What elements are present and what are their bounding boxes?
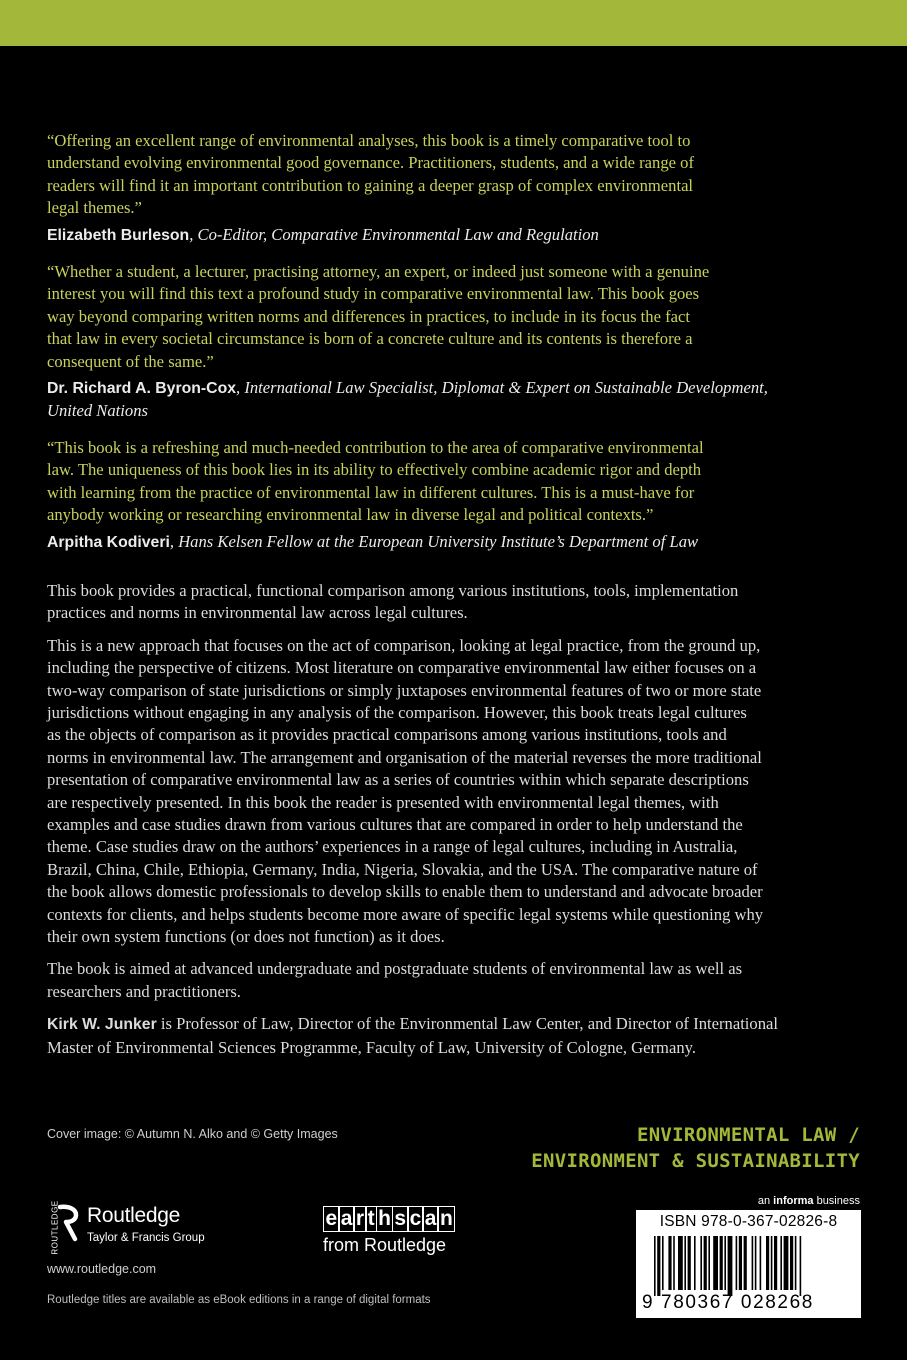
barcode-bar <box>678 1236 683 1290</box>
routledge-name: Routledge <box>87 1204 181 1227</box>
quote-line: consequent of the same.” <box>47 351 214 371</box>
description-line: This is a new approach that focuses on the act of comparison, looking at legal practice, from the ground up, <box>47 635 761 655</box>
barcode-bar <box>657 1236 660 1296</box>
back-cover-text <box>47 130 867 1069</box>
endorsement <box>47 261 867 423</box>
description-line: examples and case studies drawn from various cultures that are compared in order to help understand the <box>47 814 743 834</box>
barcode-bar <box>744 1236 747 1290</box>
publisher-url: www.routledge.com <box>47 1262 157 1276</box>
book-description <box>47 580 867 1003</box>
endorsement <box>47 437 867 554</box>
description-line: presentation of comparative environmental law as a series of countries within which separate descriptions <box>47 770 749 790</box>
barcode-bar <box>795 1236 797 1290</box>
description-line: theme. Case studies draw on the authors’ experiences in a range of legal cultures, including in Australia, <box>47 837 738 857</box>
description-line: are respectively presented. In this book the reader is presented with environmental legal themes, with <box>47 792 719 812</box>
earthscan-letter: s <box>392 1206 409 1232</box>
description-line: including the perspective of citizens. Most literature on comparative environmental law either focuses on a <box>47 658 757 678</box>
barcode-bar <box>654 1236 656 1296</box>
quote-line: “Offering an excellent range of environmental analyses, this book is a timely comparative tool to <box>47 131 691 150</box>
barcode-bar <box>771 1236 773 1290</box>
author-bio: Kirk W. Junker is Professor of Law, Director of the Environmental Law Center, and Director of International Master of Environmental Sciences Programme, Faculty of Law, University of Cologne, Germany. <box>47 1014 778 1057</box>
ebook-note: Routledge titles are available as eBook editions in a range of digital formats <box>47 1294 431 1306</box>
barcode-bar <box>713 1236 718 1290</box>
description-line: Brazil, China, Chile, Ethiopia, Germany, India, Nigeria, Slovakia, and the USA. The comparative nature of <box>47 859 758 879</box>
quote-line: “This book is a refreshing and much-needed contribution to the area of comparative environmental <box>47 437 704 457</box>
top-color-band <box>0 0 907 46</box>
barcode-bar <box>774 1236 777 1290</box>
barcode-bar <box>700 1236 702 1290</box>
barcode-bar <box>704 1236 707 1290</box>
barcode-bar <box>688 1236 691 1290</box>
endorser-affiliation: , International Law Specialist, Diplomat & Expert on Sustainable Development, <box>236 378 768 398</box>
barcode-bar <box>784 1236 789 1290</box>
earthscan-letter: a <box>338 1206 355 1232</box>
barcode-bar <box>755 1236 757 1290</box>
quote-line: way beyond comparing written norms and differences in practices, to include in its focus the fact <box>47 306 690 326</box>
barcode-bar <box>800 1236 802 1296</box>
description-line: contexts for clients, and helps students become more aware of specific legal systems while questioning why <box>47 904 764 924</box>
endorser-attribution <box>47 224 867 247</box>
description-line: practices and norms in environmental law across legal cultures. <box>47 603 468 623</box>
endorser-name: Arpitha Kodiveri <box>47 533 170 551</box>
barcode-bar <box>790 1236 793 1290</box>
barcode-bars-icon <box>654 1236 854 1296</box>
author-name: Kirk W. Junker <box>47 1016 157 1034</box>
earthscan-letter: h <box>376 1206 394 1232</box>
earthscan-letter: r <box>353 1206 366 1232</box>
barcode-bar <box>736 1236 738 1290</box>
barcode-digits: 9 780367 028268 <box>642 1292 814 1313</box>
earthscan-letter: t <box>365 1206 377 1232</box>
endorser-attribution <box>47 377 867 423</box>
description-line: The book is aimed at advanced undergraduate and postgraduate students of environmental law as well as <box>47 959 743 979</box>
quote-line: “Whether a student, a lecturer, practising attorney, an expert, or indeed just someone with a genuine <box>47 262 710 282</box>
endorser-affiliation: United Nations <box>47 401 148 421</box>
quote-line: anybody working or researching environmental law in diverse legal and political contexts.” <box>47 505 654 525</box>
barcode-bar <box>662 1236 664 1290</box>
earthscan-letter: c <box>407 1206 424 1232</box>
description-line: the book allows domestic professionals to develop skills to enable them to understand and advocate broader <box>47 882 763 902</box>
cover-image-credit: Cover image: © Autumn N. Alko and © Getty Images <box>47 1127 338 1141</box>
barcode-bar <box>752 1236 754 1290</box>
description-line: norms in environmental law. The arrangement and organisation of the material reverses the more traditional <box>47 747 762 767</box>
barcode-bar <box>684 1236 686 1290</box>
description-line: their own system functions (or does not function) as it does. <box>47 927 445 946</box>
barcode-bar <box>766 1236 769 1290</box>
earthscan-logo <box>323 1206 483 1262</box>
endorsement-quote <box>47 437 867 527</box>
endorser-affiliation: , Co-Editor, Comparative Environmental Law and Regulation <box>189 224 599 244</box>
description-line: as the objects of comparison as it provides practical comparisons among various institutions, tools and <box>47 725 727 745</box>
quote-line: legal themes.” <box>47 198 142 218</box>
barcode-bar <box>694 1236 696 1290</box>
endorsements <box>47 130 867 554</box>
earthscan-letter: e <box>323 1206 340 1232</box>
subject-line: ENVIRONMENT & SUSTAINABILITY <box>531 1150 860 1172</box>
description-paragraph <box>47 958 867 1003</box>
barcode-bar <box>708 1236 710 1290</box>
description-paragraph <box>47 635 867 949</box>
subject-line: ENVIRONMENTAL LAW / <box>636 1124 860 1146</box>
earthscan-wordmark <box>323 1206 483 1232</box>
barcode-bar <box>724 1236 726 1290</box>
taylor-francis-group: Taylor & Francis Group <box>87 1232 205 1244</box>
description-line: jurisdictions without engaging in any analysis of the comparison. However, this book treats legal cultures <box>47 702 747 722</box>
endorsement <box>47 130 867 247</box>
routledge-vertical-wordmark: ROUTLEDGE <box>50 1200 60 1255</box>
description-paragraph <box>47 580 867 625</box>
barcode-bar <box>760 1236 762 1290</box>
earthscan-from-routledge: from Routledge <box>323 1235 447 1255</box>
endorser-name: Dr. Richard A. Byron-Cox <box>47 380 237 398</box>
endorser-name: Elizabeth Burleson <box>47 226 190 244</box>
description-line: two-way comparison of state jurisdictions or simply juxtaposes environmental features of two or more state <box>47 680 762 700</box>
barcode-bar <box>739 1236 742 1290</box>
barcode-bar <box>780 1236 782 1290</box>
barcode-bar <box>673 1236 675 1290</box>
earthscan-letter: n <box>437 1206 455 1232</box>
quote-line: readers will find it an important contribution to gaining a deeper grasp of complex environmental <box>47 175 694 195</box>
quote-line: law. The uniqueness of this book lies in its ability to effectively combine academic rigor and depth <box>47 460 702 480</box>
routledge-logo <box>45 1200 245 1256</box>
description-line: researchers and practitioners. <box>47 981 241 1001</box>
subject-categories <box>531 1122 860 1174</box>
barcode-bar <box>728 1236 733 1296</box>
endorser-affiliation: , Hans Kelsen Fellow at the European University Institute’s Department of Law <box>169 531 699 551</box>
routledge-r-mark-icon <box>57 1204 81 1242</box>
earthscan-letter: a <box>422 1206 439 1232</box>
endorsement-quote <box>47 261 867 373</box>
barcode-bar <box>668 1236 671 1290</box>
isbn-barcode <box>636 1210 861 1318</box>
quote-line: with learning from the practice of environmental law in different cultures. This is a must-have for <box>47 482 695 502</box>
quote-line: understand evolving environmental good governance. Practitioners, students, and a wide range of <box>47 153 694 173</box>
informa-business: an informa business <box>757 1195 860 1207</box>
description-line: This book provides a practical, functional comparison among various institutions, tools, implementation <box>47 580 739 600</box>
isbn-label: ISBN 978-0-367-02826-8 <box>659 1213 838 1230</box>
quote-line: interest you will find this text a profound study in comparative environmental law. This book goes <box>47 284 700 304</box>
barcode-bar <box>720 1236 723 1290</box>
endorser-attribution <box>47 531 867 554</box>
endorsement-quote <box>47 130 867 220</box>
quote-line: that law in every societal circumstance is born of a concrete culture and its contents is therefore a <box>47 329 693 349</box>
